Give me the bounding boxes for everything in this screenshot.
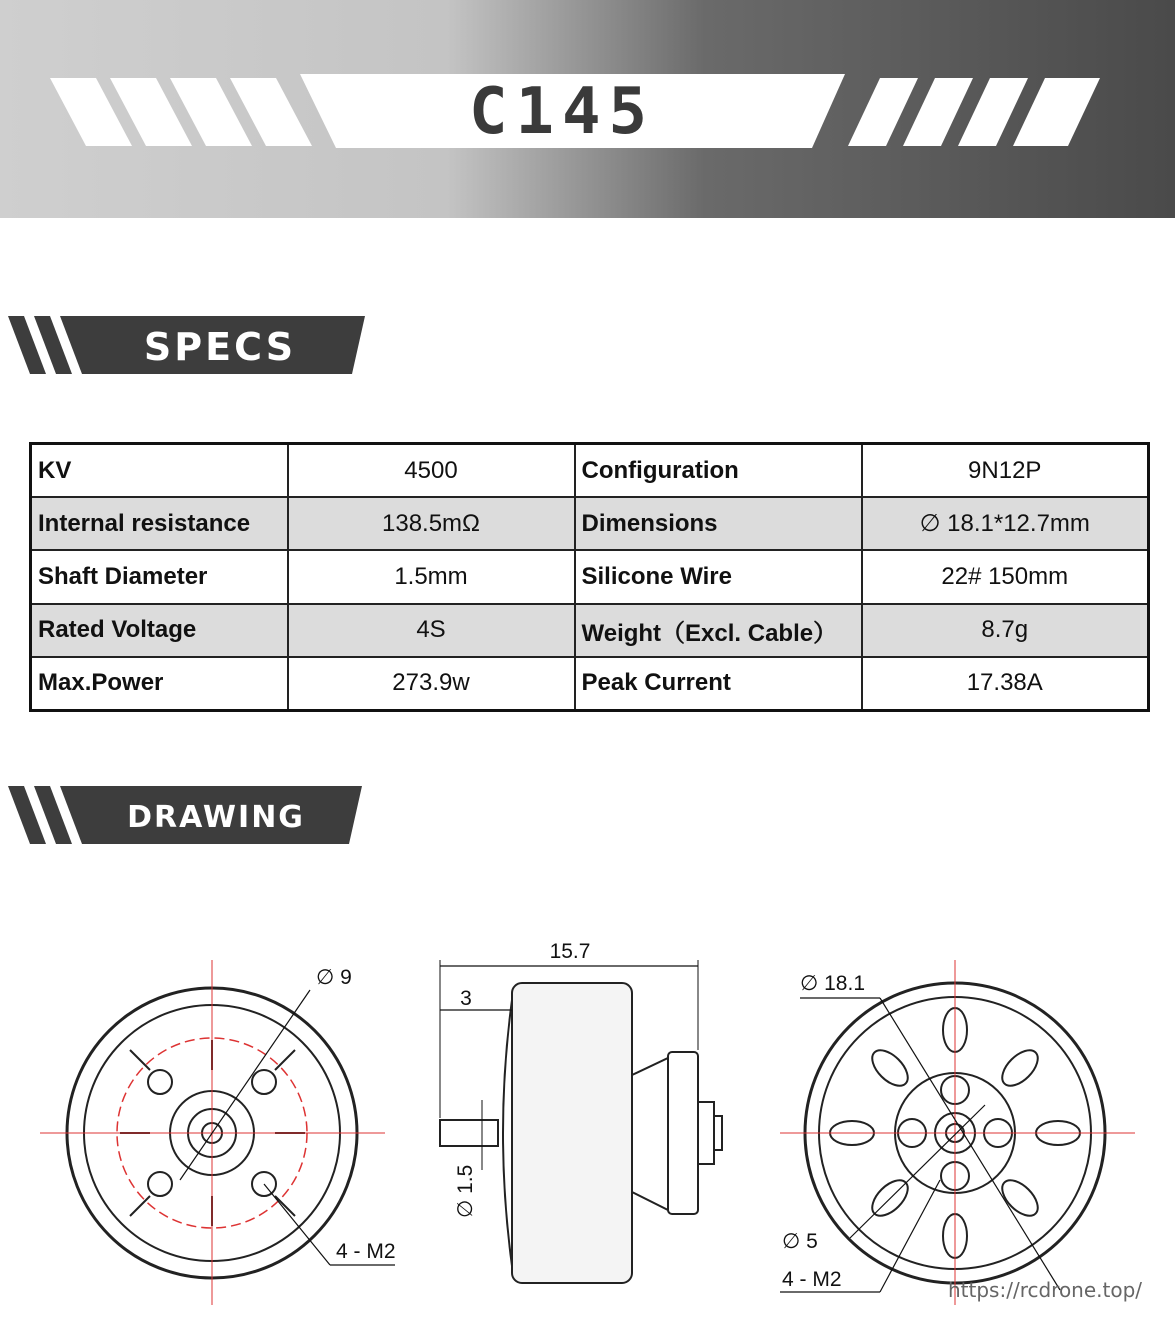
side-view-drawing <box>440 960 722 1283</box>
drawing-title: DRAWING <box>127 800 305 835</box>
spec-label: Weight（Excl. Cable） <box>575 604 862 657</box>
spec-value: 4500 <box>288 444 575 498</box>
dim-offset: 3 <box>460 987 472 1010</box>
table-row <box>31 657 1149 711</box>
dim-total-width: 15.7 <box>549 940 591 963</box>
spec-label: Rated Voltage <box>31 604 288 657</box>
product-title: C145 <box>468 75 656 149</box>
spec-value: 4S <box>288 604 575 657</box>
spec-label: Max.Power <box>31 657 288 711</box>
specs-table <box>29 442 1150 712</box>
stripe-right-1 <box>848 78 918 146</box>
stripe-right-4 <box>1013 78 1100 146</box>
spec-value: ∅ 18.1*12.7mm <box>862 497 1149 550</box>
spec-value: 138.5mΩ <box>288 497 575 550</box>
dim-shaft-diameter: ∅ 1.5 <box>454 1164 477 1218</box>
stripe-right-3 <box>958 78 1028 146</box>
spec-value: 9N12P <box>862 444 1149 498</box>
specs-title: SPECS <box>143 325 297 369</box>
spec-label: Configuration <box>575 444 862 498</box>
drawing-section-header <box>0 784 370 848</box>
specs-section-header <box>0 314 370 378</box>
spec-label: Peak Current <box>575 657 862 711</box>
spec-value: 273.9w <box>288 657 575 711</box>
table-row <box>31 497 1149 550</box>
spec-label: Dimensions <box>575 497 862 550</box>
dim-outer-diameter: ∅ 18.1 <box>800 972 865 995</box>
spec-label: Shaft Diameter <box>31 550 288 603</box>
table-row <box>31 604 1149 657</box>
table-row <box>31 550 1149 603</box>
dim-shaft-hole: ∅ 9 <box>316 966 352 989</box>
spec-value: 1.5mm <box>288 550 575 603</box>
stripe-right-2 <box>903 78 973 146</box>
dim-mount-holes-top: 4 - M2 <box>782 1268 842 1291</box>
spec-value: 8.7g <box>862 604 1149 657</box>
spec-label: Internal resistance <box>31 497 288 550</box>
banner-graphic <box>0 0 1175 218</box>
spec-label: Silicone Wire <box>575 550 862 603</box>
top-view-drawing <box>780 960 1135 1305</box>
dim-mount-holes-bottom: 4 - M2 <box>336 1240 396 1263</box>
watermark-url: https://rcdrone.top/ <box>948 1278 1143 1302</box>
spec-value: 17.38A <box>862 657 1149 711</box>
table-row <box>31 444 1149 498</box>
technical-drawing <box>0 930 1175 1330</box>
header-banner <box>0 0 1175 218</box>
spec-value: 22# 150mm <box>862 550 1149 603</box>
spec-label: KV <box>31 444 288 498</box>
dim-center-hole: ∅ 5 <box>782 1230 818 1253</box>
